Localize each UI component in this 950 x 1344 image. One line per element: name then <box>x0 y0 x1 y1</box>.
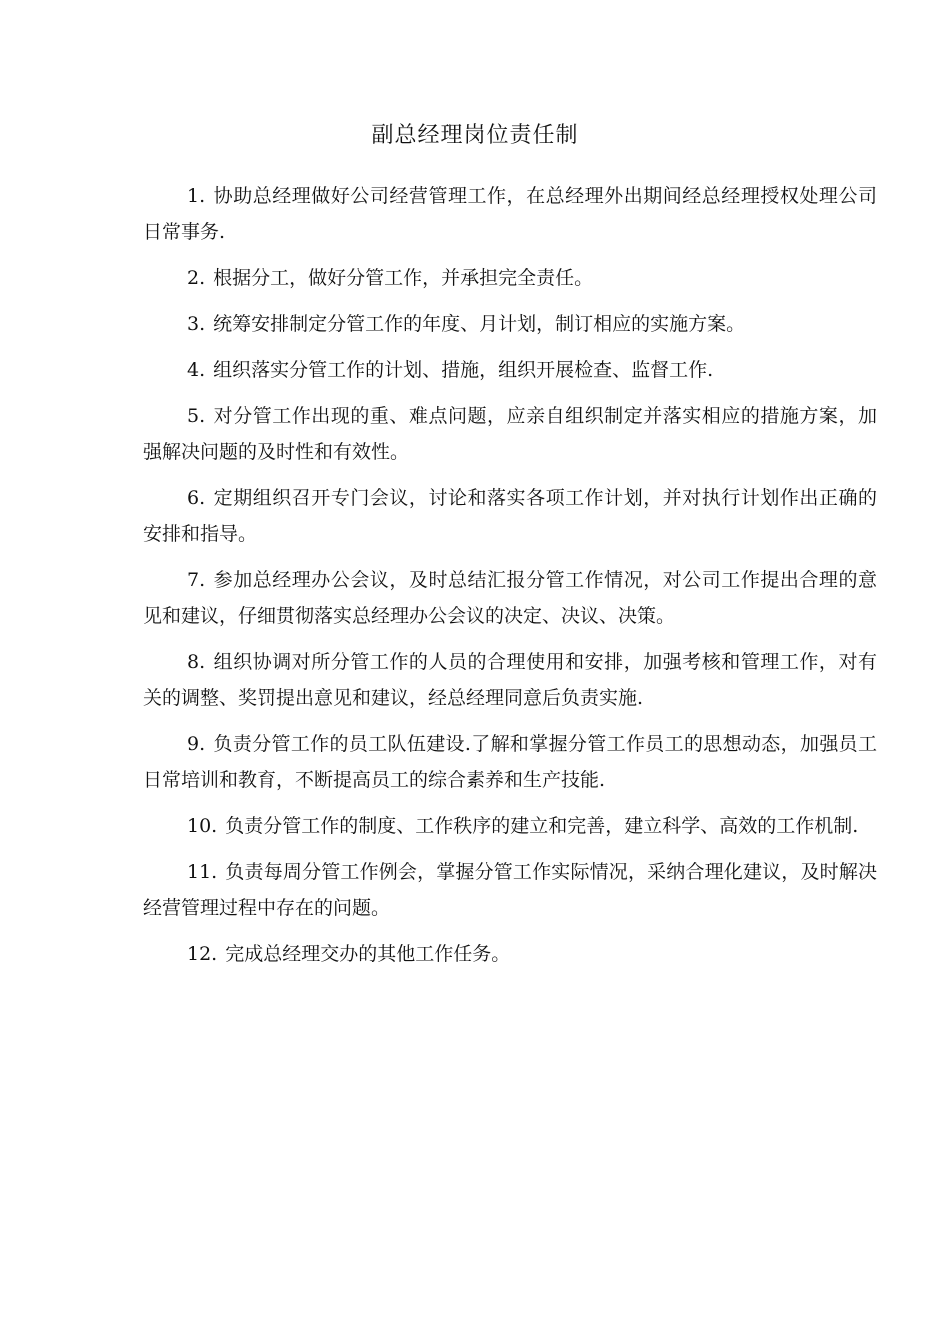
item-number: 2. <box>187 267 206 289</box>
list-item <box>143 854 877 926</box>
list-item <box>143 480 877 552</box>
item-number: 4. <box>187 359 206 381</box>
item-text: 协助总经理做好公司经营管理工作，在总经理外出期间经总经理授权处理公司日常事务. <box>143 185 877 243</box>
item-number: 3. <box>187 313 206 335</box>
item-number: 6. <box>187 487 206 509</box>
list-item <box>143 644 877 716</box>
item-text: 组织落实分管工作的计划、措施，组织开展检查、监督工作. <box>213 359 714 381</box>
item-text: 负责分管工作的员工队伍建设.了解和掌握分管工作员工的思想动态，加强员工日常培训和教育，不断提高员工的综合素养和生产技能. <box>143 733 877 791</box>
list-item <box>143 306 877 342</box>
item-text: 统筹安排制定分管工作的年度、月计划，制订相应的实施方案。 <box>213 313 746 335</box>
item-number: 12. <box>187 943 218 965</box>
item-text: 对分管工作出现的重、难点问题，应亲自组织制定并落实相应的措施方案，加强解决问题的及时性和有效性。 <box>143 405 877 463</box>
list-item <box>143 398 877 470</box>
list-item <box>143 352 877 388</box>
item-number: 5. <box>187 405 206 427</box>
item-number: 1. <box>187 185 206 207</box>
item-text: 定期组织召开专门会议，讨论和落实各项工作计划，并对执行计划作出正确的安排和指导。 <box>143 487 877 545</box>
list-item <box>143 936 877 972</box>
list-item <box>143 178 877 250</box>
item-number: 8. <box>187 651 206 673</box>
list-item <box>143 260 877 296</box>
item-text: 组织协调对所分管工作的人员的合理使用和安排，加强考核和管理工作，对有关的调整、奖罚提出意见和建议，经总经理同意后负责实施. <box>143 651 877 709</box>
item-text: 根据分工，做好分管工作，并承担完全责任。 <box>213 267 594 289</box>
document-title: 副总经理岗位责任制 <box>371 123 579 148</box>
list-item <box>143 562 877 634</box>
list-item <box>143 808 877 844</box>
item-number: 9. <box>187 733 206 755</box>
list-item <box>143 726 877 798</box>
item-number: 7. <box>187 569 206 591</box>
item-number: 10. <box>187 815 218 837</box>
item-text: 负责分管工作的制度、工作秩序的建立和完善，建立科学、高效的工作机制. <box>225 815 859 837</box>
document-body <box>143 178 877 982</box>
item-text: 参加总经理办公会议，及时总结汇报分管工作情况，对公司工作提出合理的意见和建议，仔细贯彻落实总经理办公会议的决定、决议、决策。 <box>143 569 877 627</box>
item-text: 完成总经理交办的其他工作任务。 <box>225 943 511 965</box>
item-text: 负责每周分管工作例会，掌握分管工作实际情况，采纳合理化建议，及时解决经营管理过程中存在的问题。 <box>143 861 877 919</box>
item-number: 11. <box>187 861 218 883</box>
